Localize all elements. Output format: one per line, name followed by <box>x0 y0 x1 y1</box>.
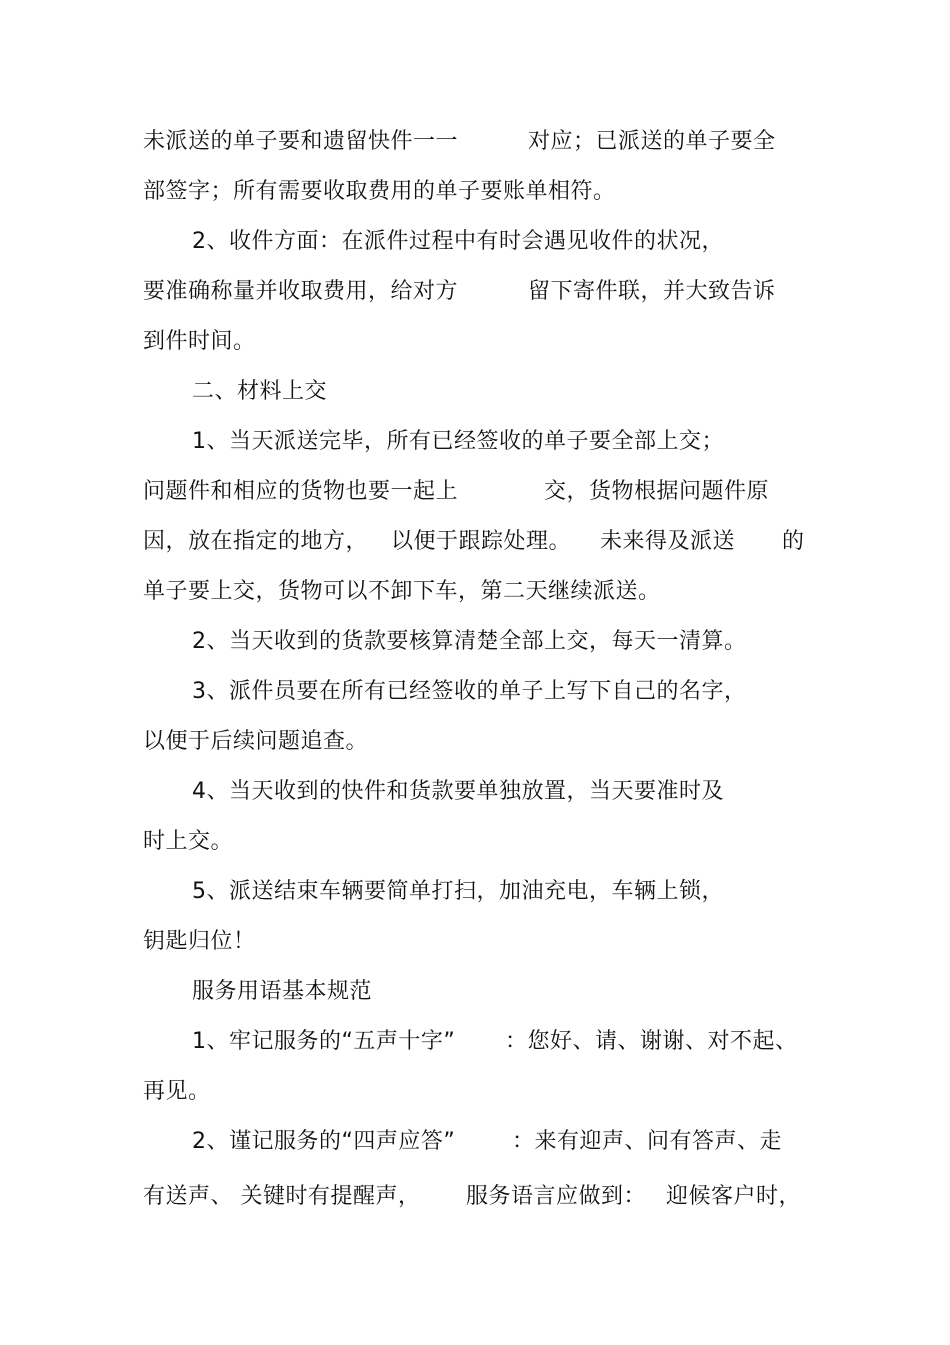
text-line: 迎候客户时， <box>666 1184 802 1209</box>
text-line: 3、派件员要在所有已经签收的单子上写下自己的名字， <box>192 679 747 704</box>
text-line: 1、牢记服务的“五声十字” <box>192 1029 456 1054</box>
text-line: 问题件和相应的货物也要一起上 <box>143 479 459 504</box>
text-line: 要准确称量并收取费用，给对方 <box>143 279 459 304</box>
text-line: 留下寄件联，并大致告诉 <box>528 279 776 304</box>
text-line: 未来得及派送 <box>600 529 736 554</box>
text-line: 再见。 <box>143 1079 211 1104</box>
text-line: 对应；已派送的单子要全 <box>528 129 776 154</box>
text-line: 2、收件方面：在派件过程中有时会遇见收件的状况， <box>192 229 724 254</box>
text-line: 服务语言应做到： <box>466 1184 647 1209</box>
text-line: 时上交。 <box>143 829 234 854</box>
section-heading: 服务用语基本规范 <box>192 979 373 1004</box>
text-line: 以便于跟踪处理。 <box>391 529 572 554</box>
text-line: 2、当天收到的货款要核算清楚全部上交，每天一清算。 <box>192 629 747 654</box>
text-line: 4、当天收到的快件和货款要单独放置，当天要准时及 <box>192 779 724 804</box>
text-line: 钥匙归位！ <box>143 929 256 954</box>
text-line: 的 <box>782 529 805 554</box>
text-line: 2、谨记服务的“四声应答” <box>192 1129 456 1154</box>
text-line: ：来有迎声、问有答声、走 <box>512 1129 783 1154</box>
text-line: 部签字；所有需要收取费用的单子要账单相符。 <box>143 179 616 204</box>
text-line: 1、当天派送完毕，所有已经签收的单子要全部上交； <box>192 429 724 454</box>
text-line: ：您好、请、谢谢、对不起、 <box>505 1029 798 1054</box>
text-line: 未派送的单子要和遗留快件一一 <box>143 129 459 154</box>
text-line: 以便于后续问题追查。 <box>143 729 369 754</box>
text-line: 有送声、 关键时有提醒声， <box>143 1184 421 1209</box>
text-line: 到件时间。 <box>143 329 256 354</box>
text-line: 因，放在指定的地方， <box>143 529 369 554</box>
text-line: 交，货物根据问题件原 <box>544 479 770 504</box>
text-line: 单子要上交，货物可以不卸下车，第二天继续派送。 <box>143 579 661 604</box>
section-heading: 二、材料上交 <box>192 379 328 404</box>
text-line: 5、派送结束车辆要简单打扫，加油充电，车辆上锁， <box>192 879 724 904</box>
